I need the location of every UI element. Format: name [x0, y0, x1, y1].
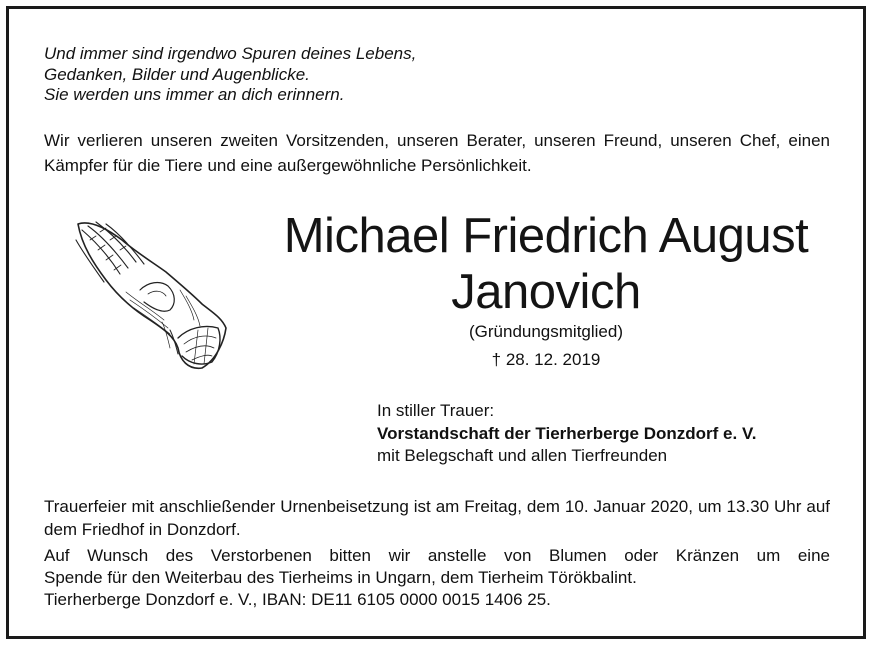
praying-hands-icon	[70, 210, 230, 375]
funeral-info: Trauerfeier mit anschließender Urnenbeisetzung ist am Freitag, dem 10. Januar 2020, um 13.30 Uhr auf dem Friedhof in Donzdorf.	[44, 497, 830, 539]
mourners-organization: Vorstandschaft der Tierherberge Donzdorf e. V.	[377, 423, 757, 443]
donation-info	[44, 545, 830, 611]
mourners-others: mit Belegschaft und allen Tierfreunden	[377, 446, 668, 465]
poem-line: Sie werden uns immer an dich erinnern.	[44, 85, 345, 104]
deceased-name	[255, 208, 837, 320]
mourners-block	[377, 400, 756, 468]
donation-line: Tierherberge Donzdorf e. V., IBAN: DE11 6105 0000 0015 1406 25.	[44, 590, 551, 609]
donation-line: Spende für den Weiterbau des Tierheims in Ungarn, dem Tierheim Törökbalint.	[44, 568, 637, 587]
deceased-role: (Gründungsmitglied)	[468, 322, 623, 341]
name-line-last: Janovich	[451, 265, 641, 319]
death-date: † 28. 12. 2019	[491, 350, 601, 369]
poem-line: Und immer sind irgendwo Spuren deines Lebens,	[44, 44, 417, 63]
intro-text: Wir verlieren unseren zweiten Vorsitzenden, unseren Berater, unseren Freund, unseren Chef, einen Kämpfer für die Tiere und eine außergewöhnliche Persönlichkeit.	[44, 131, 830, 175]
mourners-intro: In stiller Trauer:	[377, 401, 495, 420]
name-line-first: Michael Friedrich August	[283, 209, 809, 263]
donation-line: Auf Wunsch des Verstorbenen bitten wir anstelle von Blumen oder Kränzen um eine	[44, 546, 830, 565]
poem-line: Gedanken, Bilder und Augenblicke.	[44, 64, 310, 84]
memorial-poem	[44, 44, 416, 106]
